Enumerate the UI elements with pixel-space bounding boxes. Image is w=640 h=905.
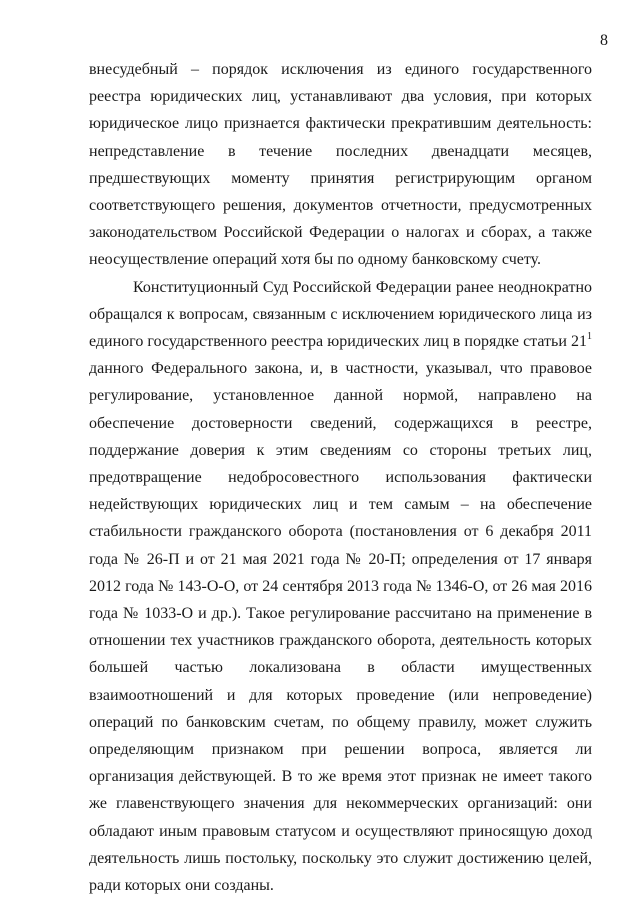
document-body [89, 56, 592, 899]
paragraph-continuation: внесудебный – порядок исключения из единого государственного реестра юридических лиц, устанавливают два условия, при которых юридическое лицо признается фактически прекратившим деятельность: непредставление в течение последних двенадцати месяцев, предшествующих моменту принятия регистрирующим органом соответствующего решения, документов отчетности, предусмотренных законодательством Российской Федерации о налогах и сборах, а также неосуществление операций хотя бы по одному банковскому счету. [89, 61, 592, 269]
article-superscript: 1 [587, 331, 592, 343]
paragraph-text-before-footnote: Конституционный Суд Российской Федерации ранее неоднократно обращался к вопросам, связанным с исключением юридического лица из единого государственного реестра юридических лиц в порядке статьи 21 [89, 278, 592, 351]
page-number: 8 [600, 32, 608, 49]
paragraph-text-after-footnote: данного Федерального закона, и, в частности, указывал, что правовое регулирование, установленное данной нормой, направлено на обеспечение достоверности сведений, содержащихся в реестре, поддержание доверия к этим сведениям со стороны третьих лиц, предотвращение недобросовестного использования фактически недействующих юридических лиц и тем самым – на обеспечение стабильности гражданского оборота (постановления от 6 декабря 2011 года № 26-П и от 21 мая 2021 года № 20-П; определения от 17 января 2012 года № 143-О-О, от 24 сентября 2013 года № 1346-О, от 26 мая 2016 года № 1033-О и др.). Такое регулирование рассчитано на применение в отношении тех участников гражданского оборота, деятельность которых большей частью локализована в области имущественных взаимоотношений и для которых проведение (или непроведение) операций по банковским счетам, по общему правилу, может служить определяющим признаком при решении вопроса, является ли организация действующей. В то же время этот признак не имеет такого же главенствующего значения для некоммерческих организаций: они обладают иным правовым статусом и осуществляют приносящую доход деятельность лишь постольку, поскольку это служит достижению целей, ради которых они созданы. [89, 360, 592, 895]
paragraph-constitutional-court [89, 274, 592, 900]
